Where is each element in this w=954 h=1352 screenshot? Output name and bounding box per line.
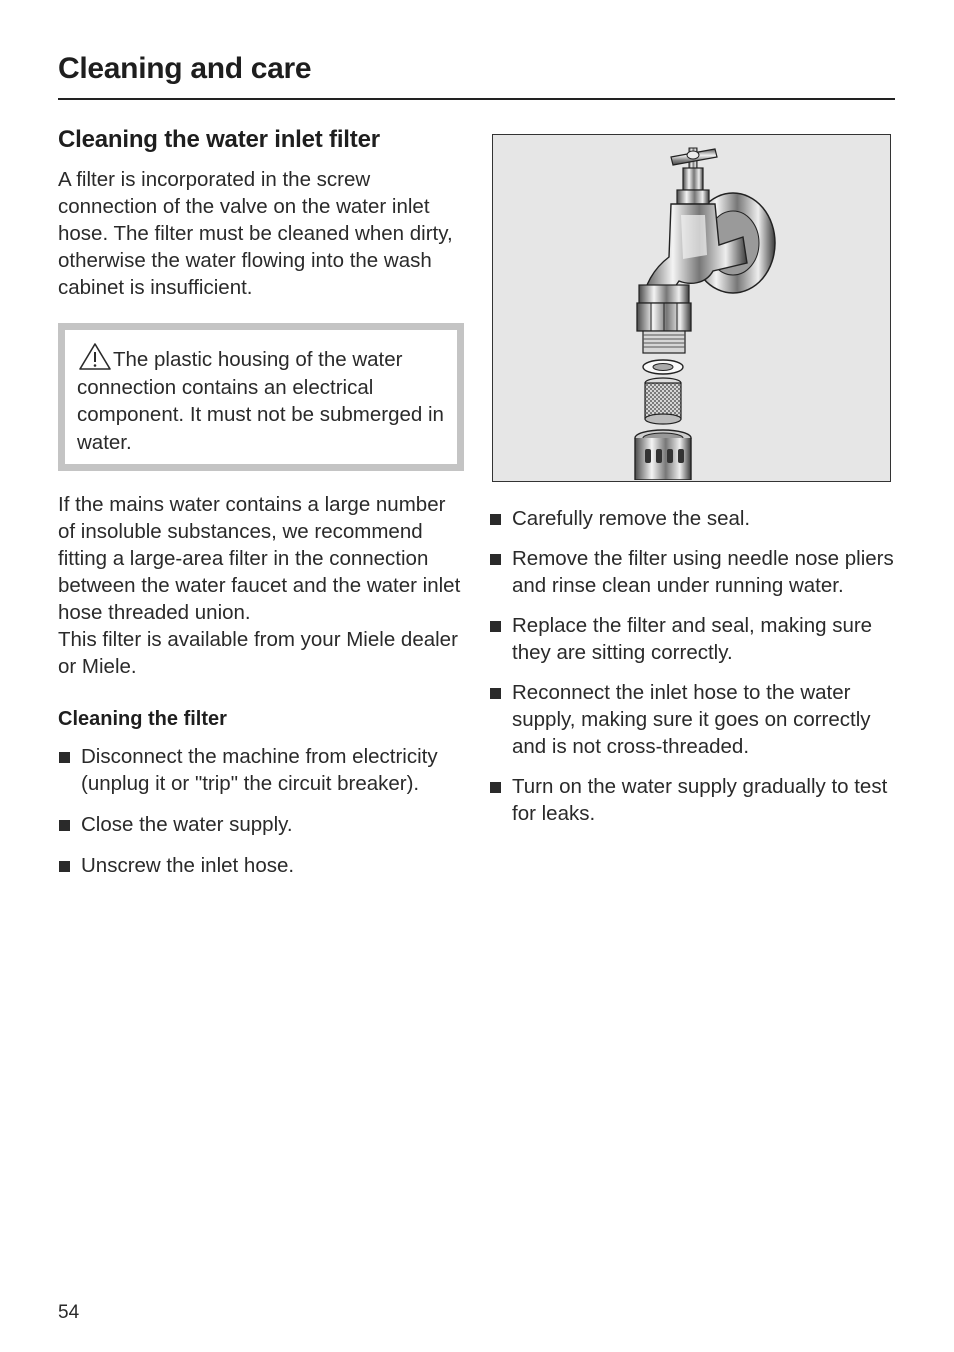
square-bullet-icon: [490, 621, 501, 632]
warning-box: [58, 323, 464, 471]
list-item: Remove the filter using needle nose pliers and rinse clean under running water.: [489, 545, 899, 599]
steps-list-left: [58, 743, 468, 879]
list-item: Carefully remove the seal.: [489, 505, 899, 532]
left-column: [58, 126, 468, 893]
right-column: [489, 134, 899, 840]
list-item: Replace the filter and seal, making sure they are sitting correctly.: [489, 612, 899, 666]
square-bullet-icon: [490, 554, 501, 565]
faucet-diagram: [493, 135, 889, 480]
subsection-title: Cleaning the filter: [58, 708, 227, 730]
square-bullet-icon: [59, 820, 70, 831]
square-bullet-icon: [490, 688, 501, 699]
faucet-thread: [643, 331, 685, 353]
list-item: Disconnect the machine from electricity (unplug it or "trip" the circuit breaker).: [58, 743, 468, 797]
faucet-filter-illustration: [492, 134, 891, 482]
availability-paragraph: This filter is available from your Miele dealer or Miele.: [58, 628, 458, 678]
warning-text-block: [77, 342, 445, 456]
intro-paragraph: A filter is incorporated in the screw connection of the valve on the water inlet hose. The filter must be cleaned when dirty, otherwise the water flowing into the wash cabinet is insufficient.: [58, 168, 453, 299]
warning-text: The plastic housing of the water connection contains an electrical component. It must not be submerged in water.: [77, 348, 444, 454]
list-item: Close the water supply.: [58, 811, 468, 838]
square-bullet-icon: [490, 514, 501, 525]
steps-list-right: [489, 505, 899, 827]
page-title: Cleaning and care: [58, 52, 312, 85]
square-bullet-icon: [59, 861, 70, 872]
title-divider: [58, 98, 895, 100]
mains-water-paragraph: If the mains water contains a large number of insoluble substances, we recommend fitting a large-area filter in the connection between the water faucet and the water inlet hose threaded union.: [58, 493, 461, 624]
list-item: Reconnect the inlet hose to the water supply, making sure it goes on correctly and is not cross-threaded.: [489, 679, 899, 760]
square-bullet-icon: [59, 752, 70, 763]
page-number: 54: [58, 1302, 80, 1323]
list-item: Turn on the water supply gradually to test for leaks.: [489, 773, 899, 827]
warning-triangle-icon: [77, 342, 113, 370]
section-title: Cleaning the water inlet filter: [58, 126, 380, 153]
square-bullet-icon: [490, 782, 501, 793]
list-item: Unscrew the inlet hose.: [58, 852, 468, 879]
